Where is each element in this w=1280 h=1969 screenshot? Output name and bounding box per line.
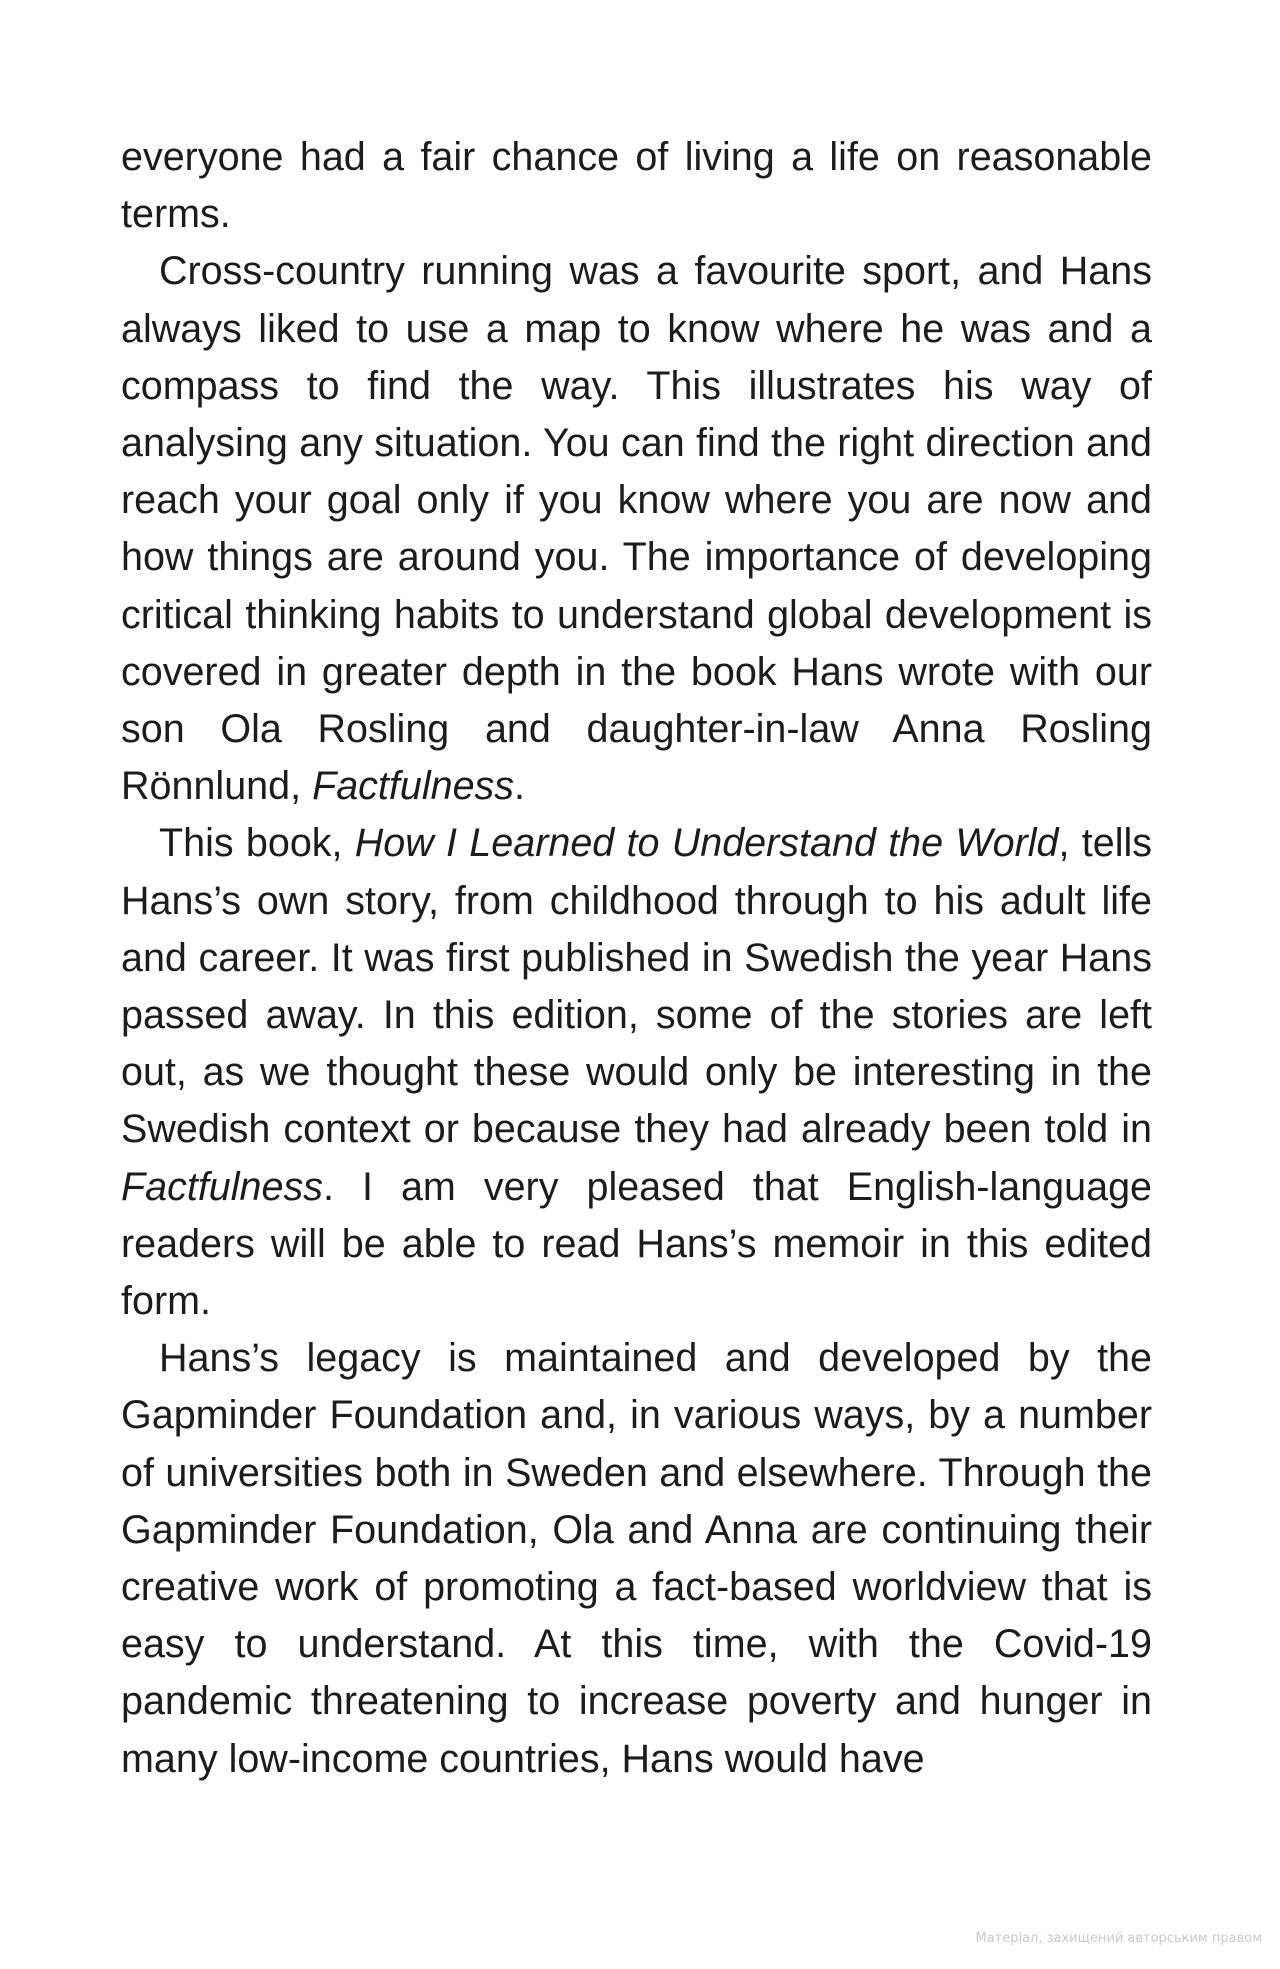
paragraph-3 xyxy=(121,815,1152,1330)
paragraph-4 xyxy=(121,1330,1152,1788)
paragraph-3-text: , tells Hans’s own story, from childhood through to his adult life and career. It was first published in Swedish the year Hans passed away. In this edition, some of the stories are left out, as we thought these would only be interesting in the Swedish context or because they had already been told in xyxy=(121,821,1152,1152)
book-title-factfulness-2: Factfulness xyxy=(121,1164,323,1209)
paragraph-2-end: . xyxy=(514,764,526,809)
paragraph-3-start: This book, xyxy=(159,821,355,866)
paragraph-1-text: everyone had a fair chance of living a life on reasonable terms. xyxy=(121,135,1152,237)
copyright-watermark: Матеріал, захищений авторським правом xyxy=(975,1931,1262,1946)
body-text xyxy=(121,129,1152,1788)
paragraph-2 xyxy=(121,243,1152,815)
paragraph-1 xyxy=(121,129,1152,243)
paragraph-4-text: Hans’s legacy is maintained and developed by the Gapminder Foundation and, in various ways, by a number of universities both in Sweden and elsewhere. Through the Gapminder Foundation, Ola and Anna are continuing their creative work of promoting a fact-based worldview that is easy to understand. At this time, with the Covid-19 pandemic threatening to increase poverty and hunger in many low-income countries, Hans would have xyxy=(121,1336,1152,1781)
book-title-how-i-learned: How I Learned to Understand the World xyxy=(354,821,1059,866)
paragraph-2-text: Cross-country running was a favourite sport, and Hans always liked to use a map to know where he was and a compass to find the way. This illustrates his way of analysing any situation. You can find the right direction and reach your goal only if you know where you are now and how things are around you. The importance of developing critical thinking habits to understand global development is covered in greater depth in the book Hans wrote with our son Ola Rosling and daughter-in-law Anna Rosling Rönnlund, xyxy=(121,249,1152,809)
book-title-factfulness: Factfulness xyxy=(312,764,515,809)
paragraph-3-end: . I am very pleased that English-language readers will be able to read Hans’s memoir in this edited form. xyxy=(121,1164,1152,1324)
